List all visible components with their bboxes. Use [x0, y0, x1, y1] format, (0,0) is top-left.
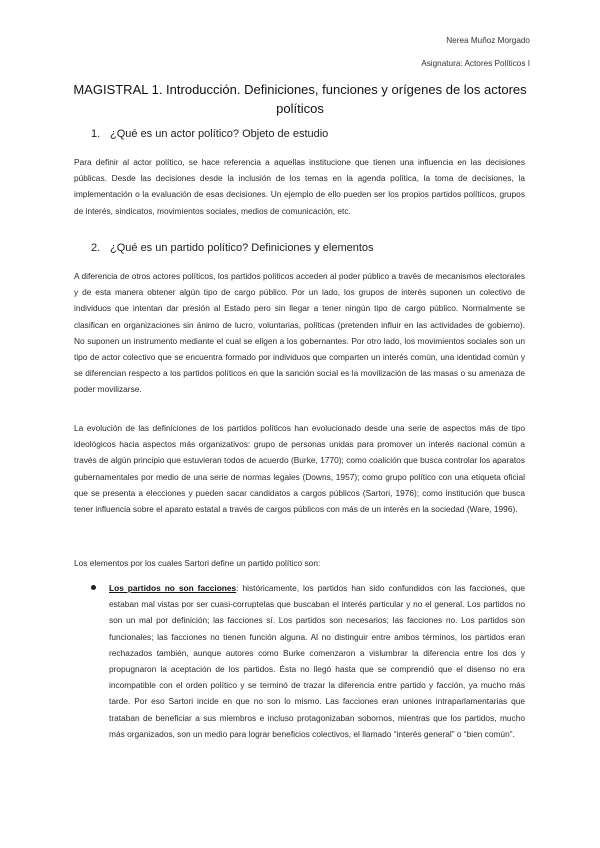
bullet-dot-icon	[91, 585, 96, 590]
section-heading-text: ¿Qué es un partido político? Definiciones y elementos	[110, 242, 374, 254]
header-author: Nerea Muñoz Morgado	[446, 36, 530, 45]
bullet-body: : históricamente, los partidos han sido confundidos con las facciones, que estaban mal vistas por ser cuasi-corruptelas que buscaban el interés particular y no el general. Los partidos no son un mal por definición; las facciones sí. Los partidos son necesarios; las facciones no. Los partidos son funcionales; las facciones no tienen función alguna. Al no distinguir entre ambos términos, los partidos eran rechazados también, aunque autores como Burke comenzaron a vislumbrar la diferencia entre los dos y propugnaron la aceptación de los partidos. Ésta no llegó hasta que se comprendió que el disenso no era incompatible con el orden político y se terminó de trazar la diferencia entre partido y facción, ya mucho más tarde. Por eso Sartori incide en que no son lo mismo. Las facciones eran uniones intraparlamentarias que trataban de beneficiar a sus miembros e incluso protagonizaban sobornos, mientras que los partidos, mucho más organizados, son un medio para lograr beneficios colectivos, el llamado “interés general” o “bien común”.	[109, 583, 525, 739]
paragraph-diferencias-actores: A diferencia de otros actores políticos, los partidos políticos acceden al poder público a través de mecanismos electorales y de esta manera obtener algún tipo de cargo público. Por un lado, los grupos de interés suponen un colectivo de individuos que intentan dar presión al Estado pero sin llegar a tener ningún tipo de cargo público. Normalmente se clasifican en organizaciones sin ánimo de lucro, voluntarias, políticas (pretenden influir en las actividades de gobierno). No suponen un instrumento mediante el cual se eligen a los gobernantes. Por otro lado, los movimientos sociales son un tipo de actor colectivo que se encuentra formado por individuos que comparten un interés común, una identidad común y se diferencian respecto a los partidos políticos en que la sanción social es la movilización de las masas o su amenaza de poder movilizarse.	[74, 271, 525, 395]
header-subject: Asignatura: Actores Políticos I	[421, 59, 530, 68]
paragraph-evolucion-definiciones: La evolución de las definiciones de los partidos políticos han evolucionado desde una serie de aspectos más de tipo ideológicos hacia aspectos más organizativos: grupo de personas unidas para promover un interés nacional común a través de algún principio que estuvieran todos de acuerdo (Burke, 1770); como coalición que busca controlar los aparatos gubernamentales por medio de una serie de normas legales (Downs, 1957); como grupo político con una etiqueta oficial que se presenta a elecciones y pueden sacar candidatos a cargos públicos (Sartori, 1976); como institución que busca tener influencia sobre el aparato estatal a través de cargos públicos con más de un interés en la sociedad (Ware, 1996).	[74, 423, 525, 515]
paragraph-actor-politico: Para definir al actor político, se hace referencia a aquellas institucione que tienen una influencia en las decisiones públicas. Desde las decisiones desde la inclusión de los temas en la agenda política, la toma de decisiones, la implementación o la evaluación de esas decisiones. Un ejemplo de ello pueden ser los propios partidos políticos, grupos de interés, sindicatos, movimientos sociales, medios de comunicación, etc.	[74, 157, 525, 216]
section-heading-text: ¿Qué es un actor político? Objeto de estudio	[110, 128, 329, 140]
section-number: 2.	[91, 242, 101, 254]
bullet-text	[109, 580, 525, 742]
section-number: 1.	[91, 128, 101, 140]
paragraph-elementos-sartori: Los elementos por los cuales Sartori define un partido político son:	[74, 558, 321, 568]
bullet-lead: Los partidos no son facciones	[109, 583, 237, 593]
document-title: MAGISTRAL 1. Introducción. Definiciones, funciones y orígenes de los actores políticos	[73, 82, 527, 116]
